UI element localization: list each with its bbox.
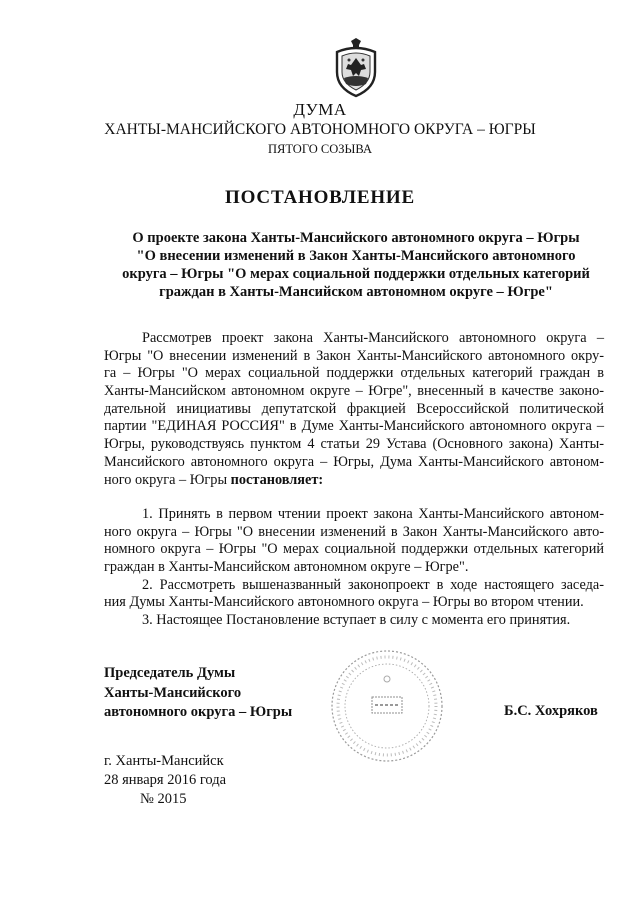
decision-items [104, 506, 604, 630]
preamble-line: Югры "О внесении изменений в Закон Ханты-Мансийского автономного окру- [104, 347, 604, 364]
preamble-line: Мансийского автономного округа – Югры, Дума Ханты-Мансийского автоном- [104, 453, 604, 470]
signer-position-line: Председатель Думы [104, 665, 236, 681]
document-subject [108, 229, 604, 301]
signer-position-line: Ханты-Мансийского [104, 684, 242, 701]
preamble-paragraph [104, 330, 604, 489]
subject-line: "О внесении изменений в Закон Ханты-Мансийского автономного [136, 248, 576, 264]
preamble-line: Югры, руководствуясь пунктом 4 статьи 29 Устава (Основного закона) Ханты- [104, 436, 604, 453]
preamble-line: дательной инициативы депутатской фракцией Всероссийской политической [104, 400, 604, 417]
decision-verb: постановляет: [230, 471, 324, 488]
preamble-line: Рассмотрев проект закона Ханты-Мансийского автономного округа – [142, 330, 604, 346]
round-seal-stamp-icon [328, 647, 446, 765]
item-line: граждан в Ханты-Мансийском автономном округе – Югре". [104, 559, 469, 576]
item-line: 2. Рассмотреть вышеназванный законопроект в ходе настоящего заседа- [142, 576, 604, 593]
preamble-line [104, 472, 604, 490]
subject-line: граждан в Ханты-Мансийском автономном округе – Югре" [159, 284, 553, 300]
sozyv-heading: ПЯТОГО СОЗЫВА [267, 142, 373, 156]
subject-line: округа – Югры "О мерах социальной поддержки отдельных категорий [122, 266, 590, 282]
document-footer [104, 752, 226, 809]
item-line: ния Думы Ханты-Мансийского автономного округа – Югры во втором чтении. [104, 594, 584, 611]
signer-position [104, 664, 292, 723]
duma-heading: ДУМА [293, 100, 347, 119]
item-line: номного округа – Югры "О мерах социальной поддержки отдельных категорий [104, 541, 604, 558]
signer-position-line: автономного округа – Югры [104, 704, 293, 720]
item-line: 1. Принять в первом чтении проект закона Ханты-Мансийского автоном- [142, 506, 604, 522]
okrug-heading: ХАНТЫ-МАНСИЙСКОГО АВТОНОМНОГО ОКРУГА – ЮГРЫ [104, 121, 536, 138]
item-line: 3. Настоящее Постановление вступает в силу с момента его принятия. [142, 612, 571, 629]
preamble-line: партии "ЕДИНАЯ РОССИЯ" в Думе Ханты-Мансийского автономного округа – [104, 418, 604, 435]
document-title: ПОСТАНОВЛЕНИЕ [225, 187, 415, 208]
item-line: ного округа – Югры "О внесении изменений в Закон Ханты-Мансийского авто- [104, 523, 604, 540]
date-of-adoption: 28 января 2016 года [104, 772, 227, 788]
preamble-last-text: ного округа – Югры [104, 471, 231, 488]
preamble-line: Ханты-Мансийском автономном округе – Югре", внесенный в качестве законо- [104, 383, 604, 400]
document-number: № 2015 [140, 791, 187, 807]
place-of-adoption: г. Ханты-Мансийск [104, 753, 224, 769]
coat-of-arms-icon [331, 38, 381, 98]
subject-line: О проекте закона Ханты-Мансийского автономного округа – Югры [132, 230, 580, 246]
preamble-line: га – Югры "О мерах социальной поддержки отдельных категорий граждан в [104, 365, 604, 382]
signer-name: Б.С. Хохряков [504, 703, 598, 719]
